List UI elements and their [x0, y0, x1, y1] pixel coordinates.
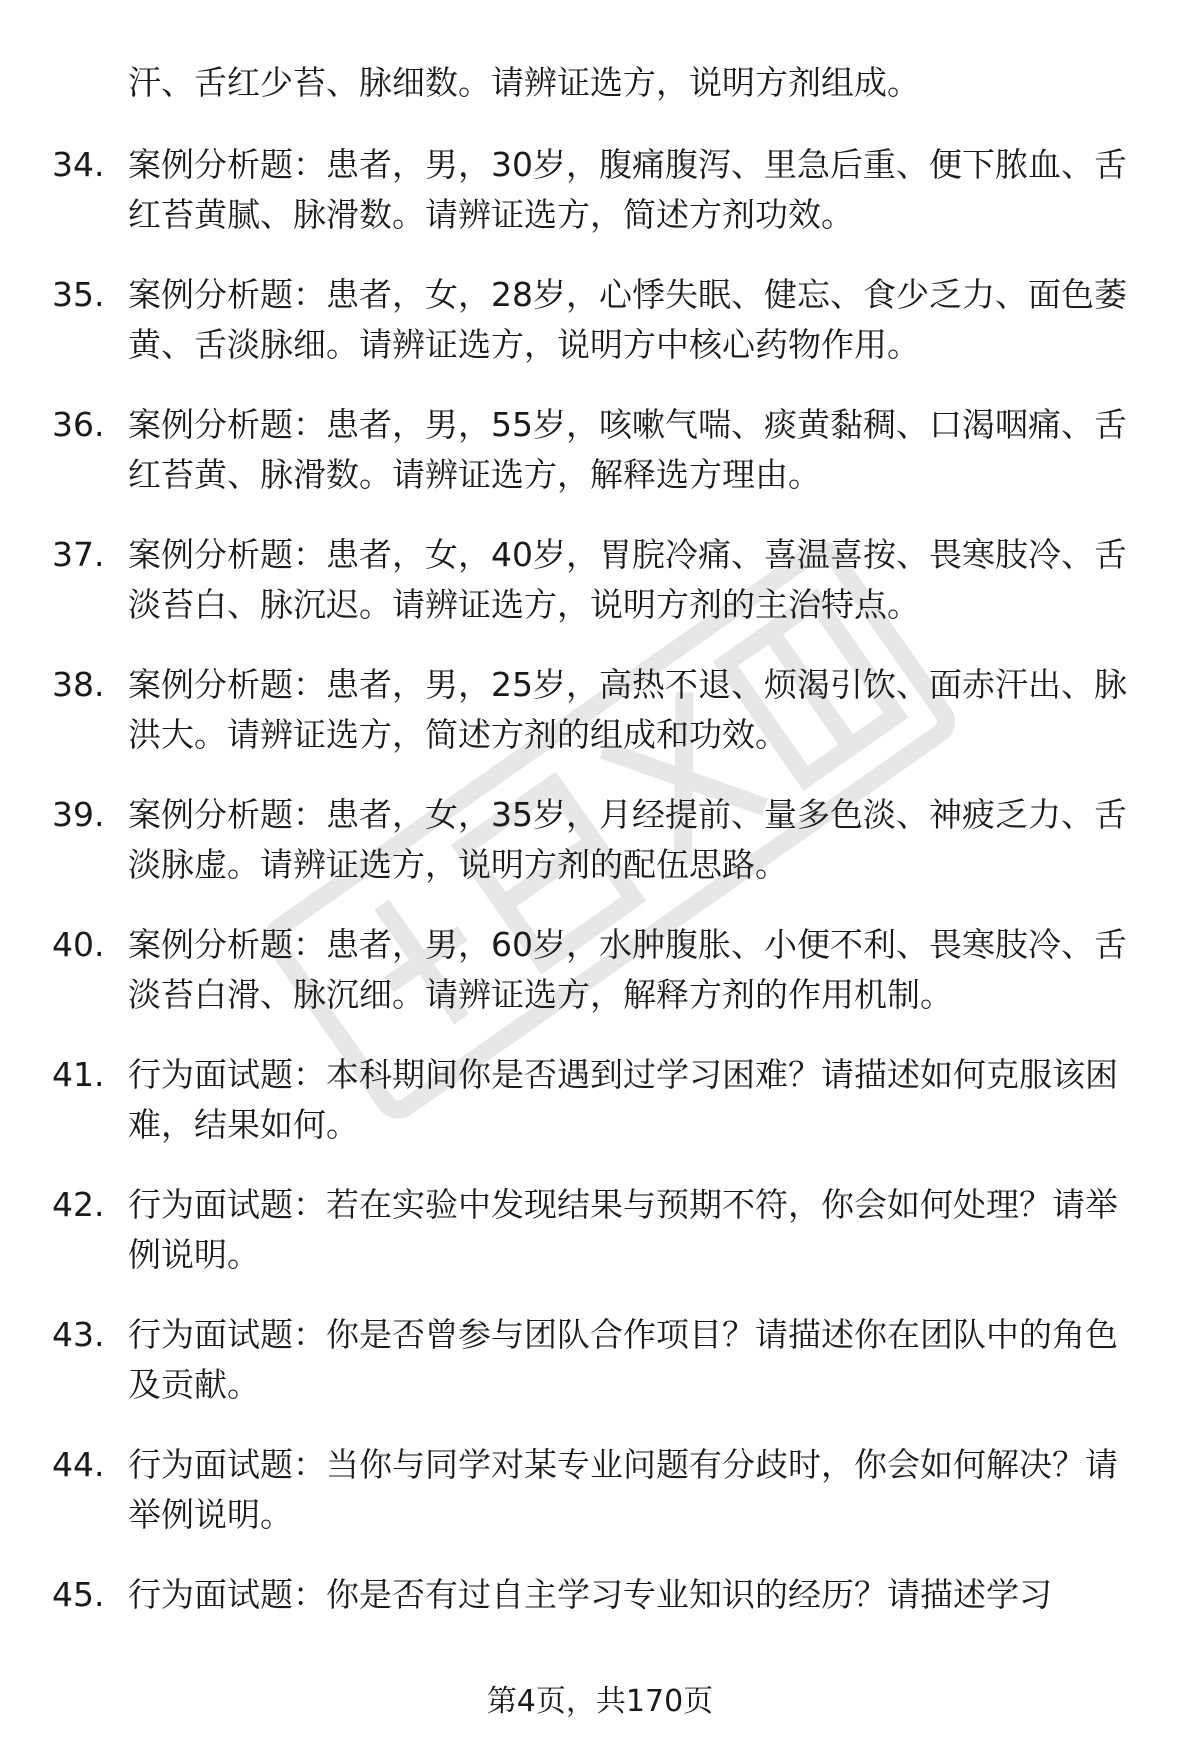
question-number: 36. [52, 405, 105, 444]
question-number: 39. [52, 795, 105, 834]
question-text: 行为面试题：本科期间你是否遇到过学习困难？请描述如何克服该困难，结果如何。 [128, 1055, 1118, 1144]
question-item [52, 1180, 1152, 1280]
question-number: 43. [52, 1315, 105, 1354]
question-item [52, 400, 1152, 500]
page-number-footer: 第4页，共170页 [486, 1684, 714, 1719]
question-text: 案例分析题：患者，男，60岁，水肿腹胀、小便不利、畏寒肢冷、舌淡苔白滑、脉沉细。请辨证选方，解释方剂的作用机制。 [128, 925, 1127, 1014]
question-item [52, 140, 1152, 240]
question-list [52, 140, 1152, 1650]
question-item [52, 790, 1152, 890]
question-number: 44. [52, 1445, 105, 1484]
question-number: 37. [52, 535, 105, 574]
question-number: 34. [52, 145, 105, 184]
question-number: 35. [52, 275, 105, 314]
question-item [52, 1440, 1152, 1540]
question-text: 案例分析题：患者，男，55岁，咳嗽气喘、痰黄黏稠、口渴咽痛、舌红苔黄、脉滑数。请辨证选方，解释选方理由。 [128, 405, 1127, 494]
question-text: 案例分析题：患者，男，25岁，高热不退、烦渴引饮、面赤汗出、脉洪大。请辨证选方，简述方剂的组成和功效。 [128, 665, 1127, 754]
question-number: 45. [52, 1575, 105, 1614]
question-text: 案例分析题：患者，女，35岁，月经提前、量多色淡、神疲乏力、舌淡脉虚。请辨证选方，说明方剂的配伍思路。 [128, 795, 1127, 884]
question-number: 42. [52, 1185, 105, 1224]
question-text: 行为面试题：你是否曾参与团队合作项目？请描述你在团队中的角色及贡献。 [128, 1315, 1118, 1404]
question-item [52, 660, 1152, 760]
question-item [52, 270, 1152, 370]
question-item [52, 1310, 1152, 1410]
question-text: 案例分析题：患者，女，28岁，心悸失眠、健忘、食少乏力、面色萎黄、舌淡脉细。请辨证选方，说明方中核心药物作用。 [128, 275, 1127, 364]
question-text: 行为面试题：你是否有过自主学习专业知识的经历？请描述学习 [128, 1575, 1052, 1614]
question-text: 行为面试题：当你与同学对某专业问题有分歧时，你会如何解决？请举例说明。 [128, 1445, 1118, 1534]
question-item [52, 1050, 1152, 1150]
question-number: 41. [52, 1055, 105, 1094]
question-text: 行为面试题：若在实验中发现结果与预期不符，你会如何处理？请举例说明。 [128, 1185, 1118, 1274]
question-text: 案例分析题：患者，男，30岁，腹痛腹泻、里急后重、便下脓血、舌红苔黄腻、脉滑数。请辨证选方，简述方剂功效。 [128, 145, 1127, 234]
question-item [52, 530, 1152, 630]
question-text: 案例分析题：患者，女，40岁，胃脘冷痛、喜温喜按、畏寒肢冷、舌淡苔白、脉沉迟。请辨证选方，说明方剂的主治特点。 [128, 535, 1127, 624]
question-item [52, 920, 1152, 1020]
question-number: 38. [52, 665, 105, 704]
question-item [52, 1570, 1152, 1620]
continued-question-text: 汗、舌红少苔、脉细数。请辨证选方，说明方剂组成。 [128, 63, 920, 102]
question-number: 40. [52, 925, 105, 964]
